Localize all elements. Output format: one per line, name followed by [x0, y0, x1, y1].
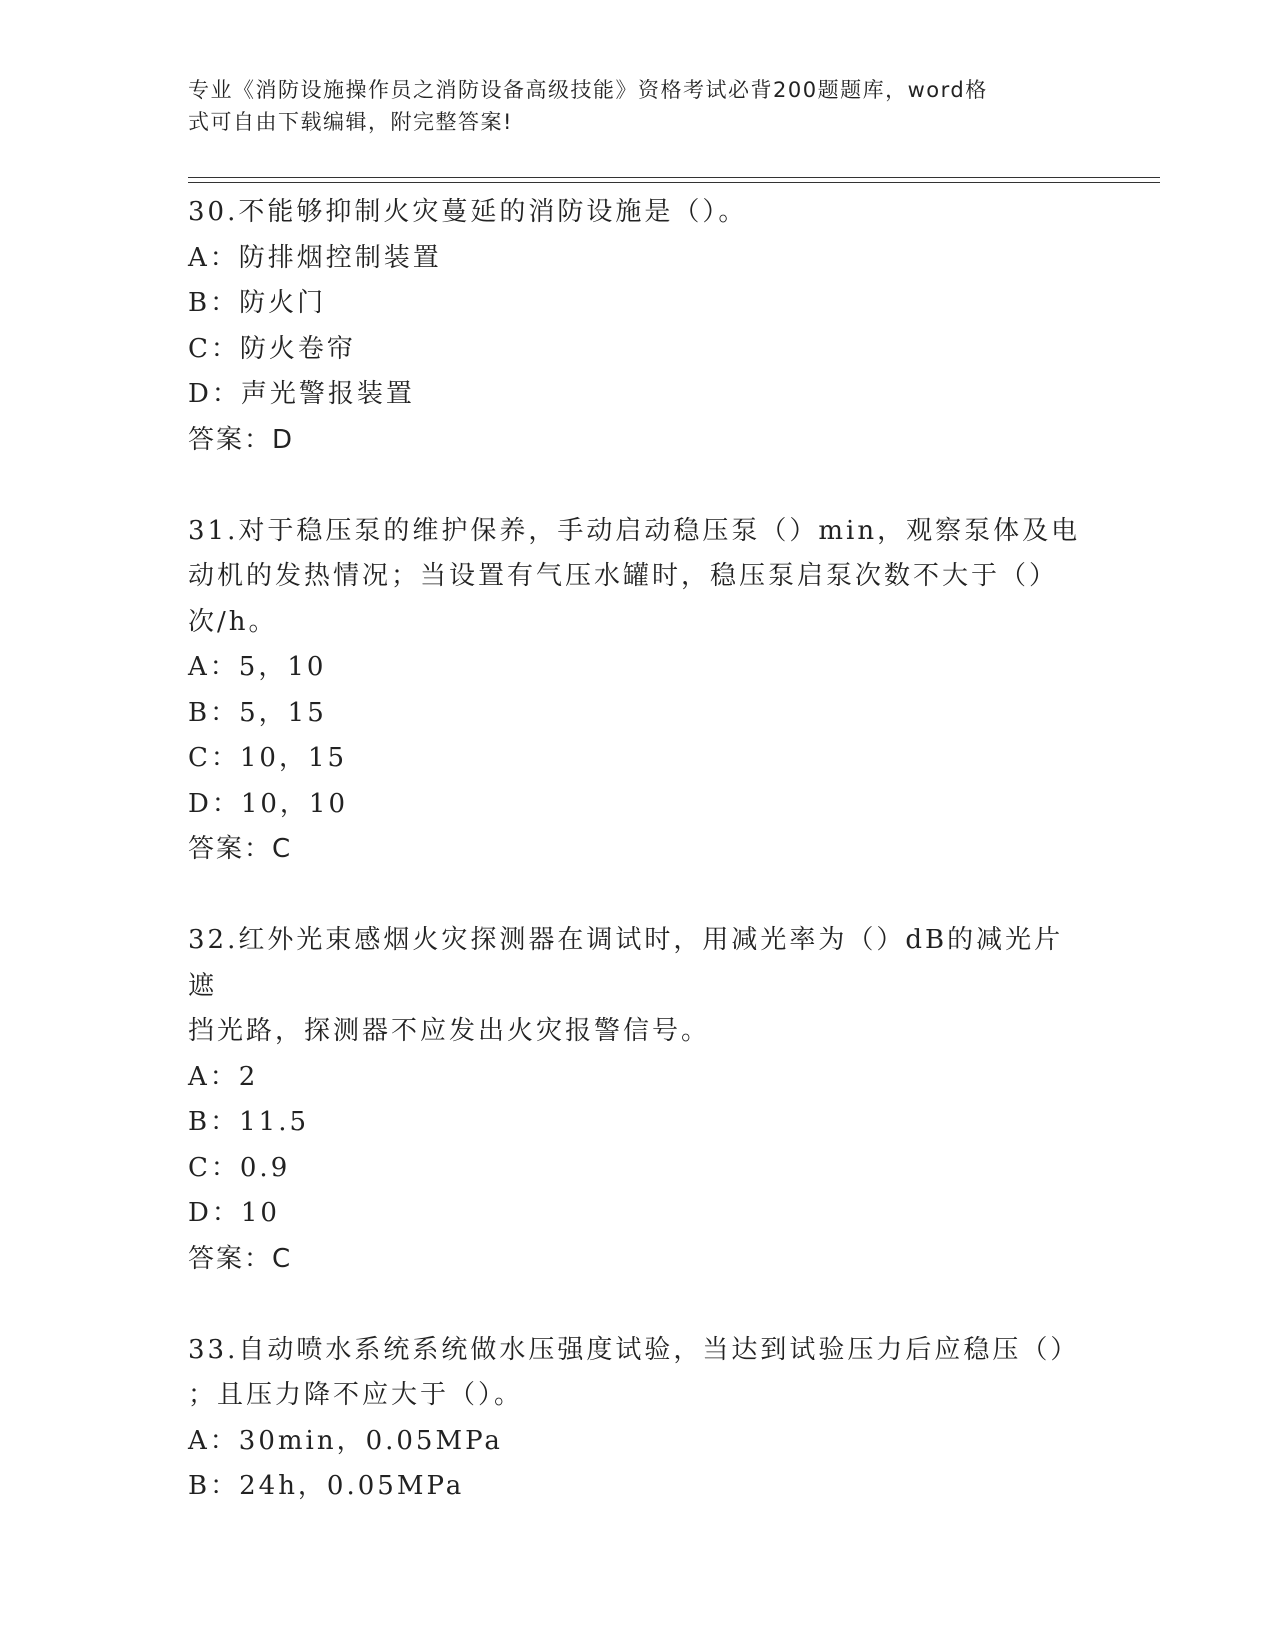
question-text: 挡光路，探测器不应发出火灾报警信号。 — [188, 1016, 711, 1046]
option-a: A：2 — [188, 1061, 259, 1092]
option-a: A：防排烟控制装置 — [188, 242, 442, 273]
option-b: B：5，15 — [188, 697, 327, 728]
option-a: A：5，10 — [188, 652, 327, 682]
header-line: 专业《消防设施操作员之消防设备高级技能》资格考试必背200题题库，word格 — [188, 78, 988, 102]
document-header — [188, 74, 1068, 138]
question-item — [188, 190, 1088, 463]
question-text: 33.自动喷水系统系统做水压强度试验，当达到试验压力后应稳压（） — [188, 1334, 1080, 1365]
question-text: 30.不能够抑制火灾蔓延的消防设施是（）。 — [188, 197, 748, 227]
header-divider — [188, 182, 1160, 183]
option-b: B：11.5 — [188, 1107, 309, 1137]
option-c: C：防火卷帘 — [188, 333, 356, 364]
answer-line: 答案：C — [188, 1243, 293, 1274]
header-divider — [188, 177, 1160, 178]
header-line: 式可自由下载编辑，附完整答案! — [188, 110, 513, 134]
option-c: C：0.9 — [188, 1152, 291, 1183]
option-c: C：10，15 — [188, 743, 348, 773]
option-b: B：24h，0.05MPa — [188, 1471, 465, 1501]
question-text: 32.红外光束感烟火灾探测器在调试时，用减光率为（）dB的减光片遮 — [188, 925, 1064, 1001]
question-text: 31.对于稳压泵的维护保养，手动启动稳压泵（）min，观察泵体及电 — [188, 515, 1081, 546]
question-list — [188, 190, 1088, 1510]
question-item — [188, 1328, 1088, 1510]
answer-line: 答案：D — [188, 424, 295, 455]
question-item — [188, 509, 1088, 873]
option-d: D：10 — [188, 1198, 280, 1228]
question-text: 动机的发热情况；当设置有气压水罐时，稳压泵启泵次数不大于（） — [188, 561, 1059, 591]
option-b: B：防火门 — [188, 288, 327, 318]
option-d: D：声光警报装置 — [188, 379, 415, 409]
answer-line: 答案：C — [188, 834, 293, 864]
question-item — [188, 918, 1088, 1282]
question-text: 次/h。 — [188, 606, 278, 637]
question-text: ；且压力降不应大于（）。 — [188, 1380, 524, 1410]
option-a: A：30min，0.05MPa — [188, 1425, 503, 1456]
option-d: D：10，10 — [188, 788, 349, 819]
